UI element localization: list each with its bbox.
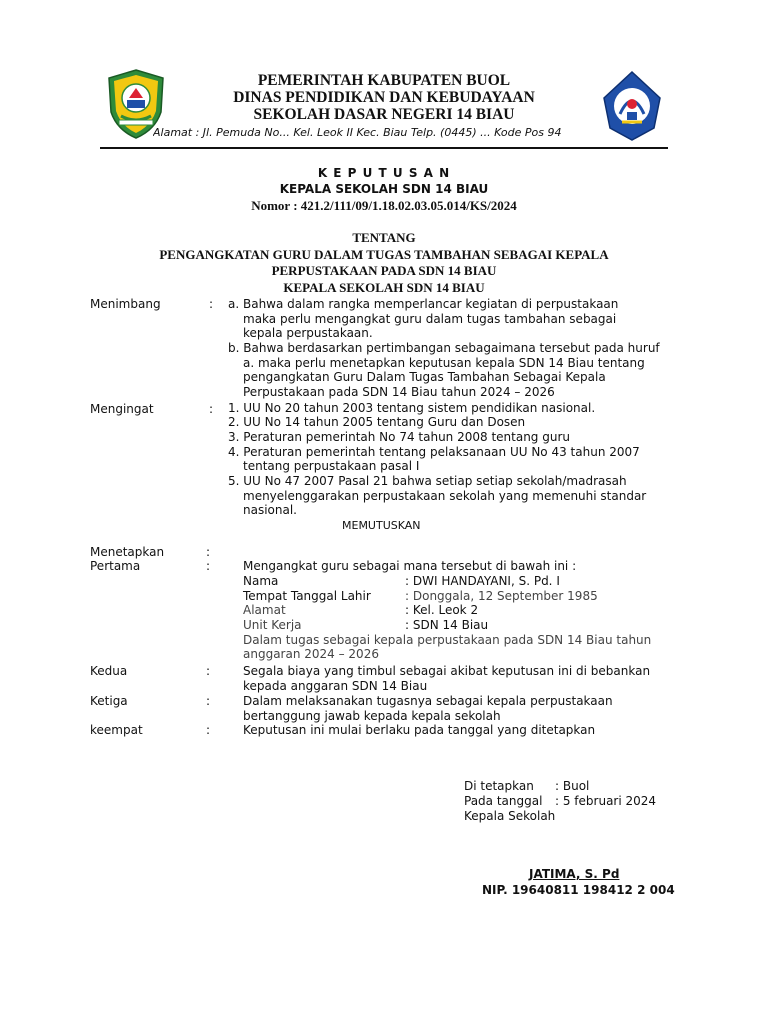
kedua-line-1: Segala biaya yang timbul sebagai akibat keputusan ini di bebankan xyxy=(243,664,651,678)
ttl-label: Tempat Tanggal Lahir xyxy=(243,589,371,603)
mengingat-item-5-line2: menyelenggarakan perpustakaan sekolah yang memenuhi standar xyxy=(243,489,647,503)
header-line-department: DINAS PENDIDIKAN DAN KEBUDAYAAN xyxy=(233,89,535,106)
alamat-label: Alamat xyxy=(243,603,286,617)
unit-kerja-label: Unit Kerja xyxy=(243,618,302,632)
mengingat-item-4-line2: tentang perpustakaan pasal I xyxy=(243,459,420,473)
menimbang-b-line1: b. Bahwa berdasarkan pertimbangan sebagaimana tersebut pada huruf xyxy=(228,341,660,355)
ketiga-line-1: Dalam melaksanakan tugasnya sebagai kepala perpustakaan xyxy=(243,694,613,708)
menimbang-b-line4: Perpustakaan pada SDN 14 Biau tahun 2024 – 2026 xyxy=(243,385,555,399)
tugas-line-1: Dalam tugas sebagai kepala perpustakaan pada SDN 14 Biau tahun xyxy=(243,633,652,647)
pertama-colon: : xyxy=(206,559,211,573)
header-address: Alamat : Jl. Pemuda No... Kel. Leok II Kec. Biau Telp. (0445) ... Kode Pos 94 xyxy=(153,126,562,139)
unit-kerja-value: : SDN 14 Biau xyxy=(405,618,489,632)
tanggal-label: Pada tanggal xyxy=(464,794,543,808)
keempat-colon: : xyxy=(206,723,211,737)
menimbang-a-line3: kepala perpustakaan. xyxy=(243,326,373,340)
signatory-nip: NIP. 19640811 198412 2 004 xyxy=(482,883,675,897)
mengingat-label: Mengingat xyxy=(90,402,154,416)
decree-heading: K E P U T U S A N xyxy=(317,166,451,180)
menimbang-b-line2: a. maka perlu menetapkan keputusan kepala SDN 14 Biau tentang xyxy=(243,356,645,370)
decree-number: Nomor : 421.2/111/09/1.18.02.03.05.014/KS/2024 xyxy=(251,198,517,213)
mengingat-item-2: 2. UU No 14 tahun 2005 tentang Guru dan Dosen xyxy=(228,415,526,429)
pertama-label: Pertama xyxy=(90,559,141,573)
keempat-line-1: Keputusan ini mulai berlaku pada tanggal yang ditetapkan xyxy=(243,723,596,737)
ketiga-colon: : xyxy=(206,694,211,708)
kedua-line-2: kepada anggaran SDN 14 Biau xyxy=(243,679,428,693)
signatory-name: JATIMA, S. Pd xyxy=(529,867,620,881)
ttl-value: : Donggala, 12 September 1985 xyxy=(405,589,598,603)
ditetapkan-label: Di tetapkan xyxy=(464,779,534,793)
menimbang-a-line2: maka perlu mengangkat guru dalam tugas tambahan sebagai xyxy=(243,312,617,326)
ketiga-label: Ketiga xyxy=(90,694,128,708)
memutuskan-heading: MEMUTUSKAN xyxy=(342,519,421,532)
nama-value: : DWI HANDAYANI, S. Pd. I xyxy=(405,574,560,588)
tentang-heading: TENTANG xyxy=(352,230,416,245)
mengingat-item-5-line3: nasional. xyxy=(243,503,297,517)
header-line-school: SEKOLAH DASAR NEGERI 14 BIAU xyxy=(253,106,515,123)
mengingat-item-3: 3. Peraturan pemerintah No 74 tahun 2008 tentang guru xyxy=(228,430,570,444)
header-line-government: PEMERINTAH KABUPATEN BUOL xyxy=(257,72,511,89)
kedua-label: Kedua xyxy=(90,664,128,678)
mengingat-item-1: 1. UU No 20 tahun 2003 tentang sistem pendidikan nasional. xyxy=(228,401,596,415)
tugas-line-2: anggaran 2024 – 2026 xyxy=(243,647,379,661)
tanggal-value: : 5 februari 2024 xyxy=(555,794,657,808)
header-divider xyxy=(100,147,668,149)
mengingat-item-4-line1: 4. Peraturan pemerintah tentang pelaksanaan UU No 43 tahun 2007 xyxy=(228,445,640,459)
alamat-value: : Kel. Leok 2 xyxy=(405,603,479,617)
menetapkan-label: Menetapkan xyxy=(90,545,165,559)
signatory-title: Kepala Sekolah xyxy=(464,809,556,823)
decree-issuer: KEPALA SEKOLAH SDN 14 BIAU xyxy=(279,182,489,196)
menimbang-a-line1: a. Bahwa dalam rangka memperlancar kegiatan di perpustakaan xyxy=(228,297,619,311)
menimbang-b-line3: pengangkatan Guru Dalam Tugas Tambahan Sebagai Kepala xyxy=(243,370,606,384)
menimbang-label: Menimbang xyxy=(90,297,161,311)
ketiga-line-2: bertanggung jawab kepada kepala sekolah xyxy=(243,709,501,723)
pertama-intro: Mengangkat guru sebagai mana tersebut di bawah ini : xyxy=(243,559,577,573)
nama-label: Nama xyxy=(243,574,279,588)
subject-line-2: PERPUSTAKAAN PADA SDN 14 BIAU xyxy=(271,263,497,278)
subject-line-1: PENGANGKATAN GURU DALAM TUGAS TAMBAHAN SEBAGAI KEPALA xyxy=(159,247,609,262)
kedua-colon: : xyxy=(206,664,211,678)
menetapkan-colon: : xyxy=(206,545,211,559)
ditetapkan-value: : Buol xyxy=(555,779,590,793)
mengingat-colon: : xyxy=(209,402,214,416)
mengingat-item-5-line1: 5. UU No 47 2007 Pasal 21 bahwa setiap setiap sekolah/madrasah xyxy=(228,474,627,488)
keempat-label: keempat xyxy=(90,723,143,737)
subject-line-3: KEPALA SEKOLAH SDN 14 BIAU xyxy=(283,280,485,295)
menimbang-colon: : xyxy=(209,297,214,311)
